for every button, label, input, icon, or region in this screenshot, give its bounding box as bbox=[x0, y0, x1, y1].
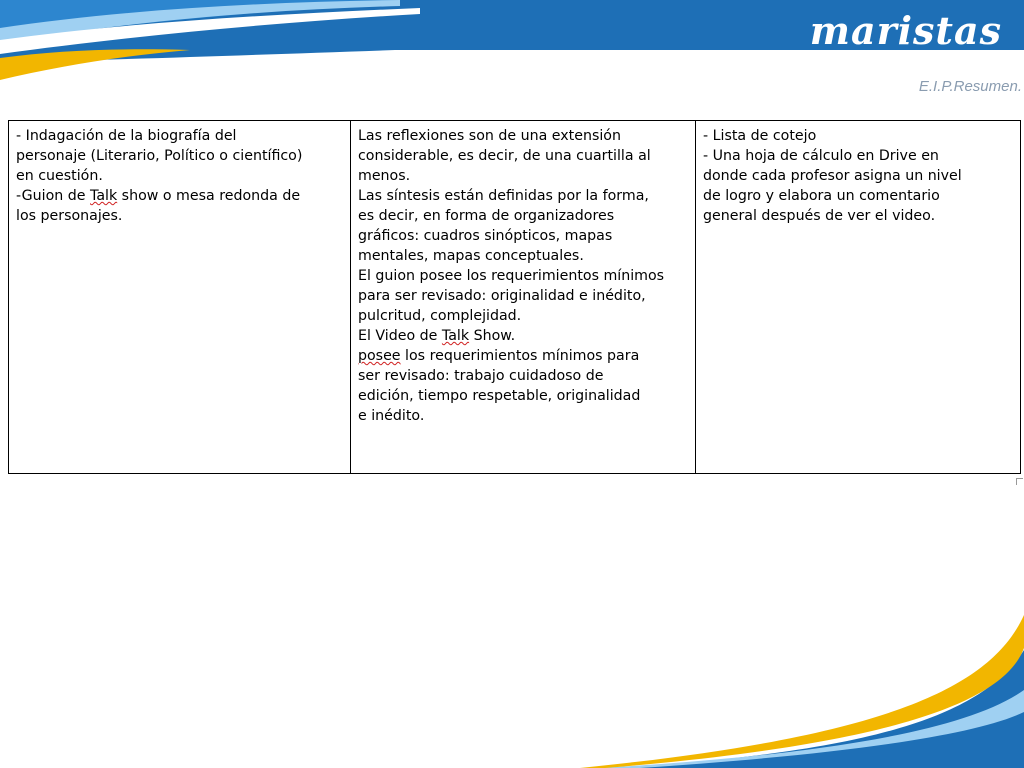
text-line: - Lista de cotejo bbox=[703, 128, 817, 144]
text-line: e inédito. bbox=[358, 408, 425, 424]
text-line: ser revisado: trabajo cuidadoso de bbox=[358, 368, 604, 384]
text-line: general después de ver el video. bbox=[703, 208, 936, 224]
cell-instruments bbox=[696, 121, 1021, 474]
text-fragment: show o mesa redonda de bbox=[117, 188, 301, 204]
text-line: edición, tiempo respetable, originalidad bbox=[358, 388, 641, 404]
text-fragment: El Video de bbox=[358, 328, 442, 344]
text-line: los personajes. bbox=[16, 208, 123, 224]
maristas-logo: maristas bbox=[809, 8, 1002, 53]
text-line: gráficos: cuadros sinópticos, mapas bbox=[358, 228, 613, 244]
spellcheck-word: posee bbox=[358, 348, 401, 364]
text-line bbox=[358, 326, 689, 346]
cell-criteria bbox=[351, 121, 696, 474]
resize-corner-mark bbox=[1016, 478, 1023, 485]
text-line: en cuestión. bbox=[16, 168, 103, 184]
spellcheck-word: Talk bbox=[441, 328, 470, 344]
cell-evidence bbox=[9, 121, 351, 474]
text-fragment: los requerimientos mínimos para bbox=[400, 348, 640, 364]
text-line: - Indagación de la biografía del bbox=[16, 128, 237, 144]
text-line bbox=[358, 346, 689, 366]
text-line: - Una hoja de cálculo en Drive en bbox=[703, 148, 939, 164]
text-fragment: Show. bbox=[469, 328, 516, 344]
spellcheck-word: Talk bbox=[90, 188, 118, 204]
text-line: Las reflexiones son de una extensión bbox=[358, 128, 621, 144]
text-line: El guion posee los requerimientos mínimos bbox=[358, 268, 665, 284]
text-line: es decir, en forma de organizadores bbox=[358, 208, 615, 224]
text-line: considerable, es decir, de una cuartilla al bbox=[358, 148, 651, 164]
text-line: donde cada profesor asigna un nivel bbox=[703, 168, 962, 184]
slide-subtitle: E.I.P.Resumen. bbox=[918, 78, 1022, 95]
text-line: pulcritud, complejidad. bbox=[358, 308, 522, 324]
evaluation-table bbox=[8, 120, 1021, 474]
text-fragment: -Guion de bbox=[16, 188, 90, 204]
text-line: personaje (Literario, Político o científico) bbox=[16, 148, 303, 164]
text-line: menos. bbox=[358, 168, 411, 184]
text-line: mentales, mapas conceptuales. bbox=[358, 248, 584, 264]
text-line: de logro y elabora un comentario bbox=[703, 188, 940, 204]
text-line: para ser revisado: originalidad e inédito, bbox=[358, 288, 646, 304]
text-line: Las síntesis están definidas por la forma, bbox=[358, 188, 649, 204]
table-row bbox=[9, 121, 1021, 474]
text-line bbox=[16, 186, 344, 206]
